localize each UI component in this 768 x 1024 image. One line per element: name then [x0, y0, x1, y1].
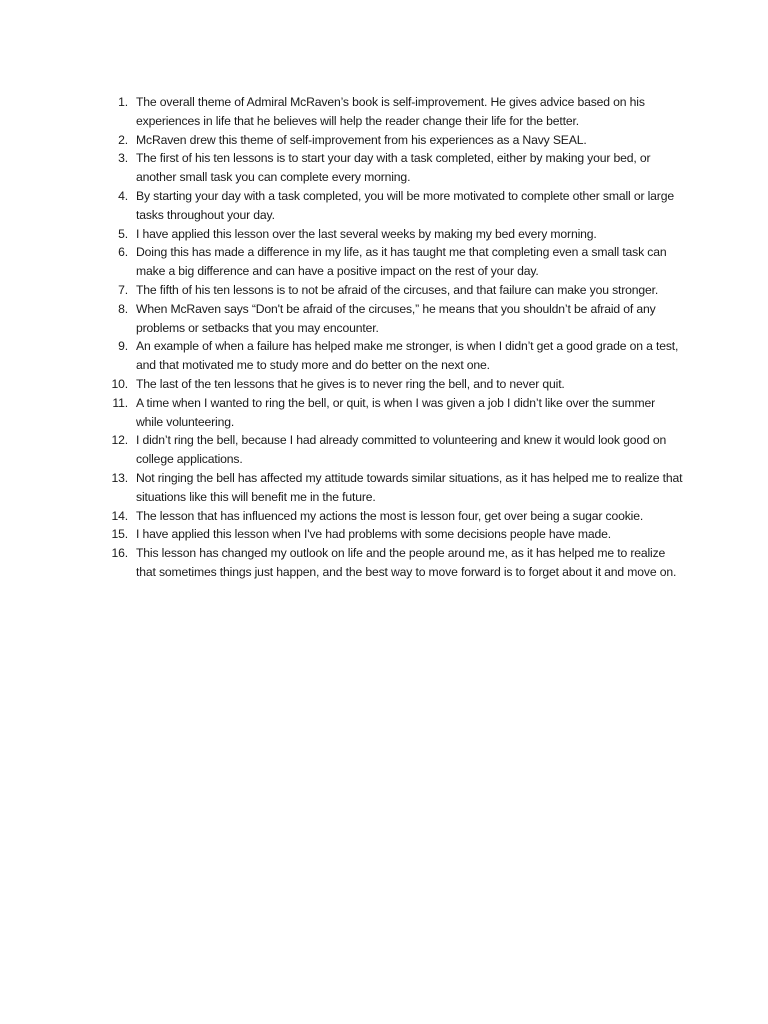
item-number: 7. [118, 282, 128, 297]
item-text: McRaven drew this theme of self-improvement from his experiences as a Navy SEAL. [136, 132, 587, 147]
item-text: The last of the ten lessons that he gives is to never ring the bell, and to never quit. [136, 376, 565, 391]
item-number: 9. [118, 339, 128, 354]
item-text: The lesson that has influenced my actions the most is lesson four, get over being a sugar cookie. [136, 508, 644, 523]
item-text: By starting your day with a task completed, you will be more motivated to complete other small or large tasks throughout your day. [136, 188, 674, 222]
item-number: 10. [111, 376, 128, 391]
list-item [104, 375, 684, 394]
list-item [104, 469, 684, 507]
list-item [104, 149, 684, 187]
numbered-list [104, 93, 684, 582]
item-number: 14. [111, 508, 128, 523]
item-number: 12. [111, 433, 128, 448]
item-number: 11. [112, 395, 128, 410]
list-item [104, 525, 684, 544]
item-text: Doing this has made a difference in my life, as it has taught me that completing even a small task can make a big difference and can have a positive impact on the rest of your day. [136, 245, 667, 279]
item-text: I have applied this lesson when I've had problems with some decisions people have made. [136, 527, 612, 542]
item-text: This lesson has changed my outlook on life and the people around me, as it has helped me to realize that sometimes things just happen, and the best way to move forward is to forget about it and move on. [136, 546, 677, 579]
item-text: The fifth of his ten lessons is to not be afraid of the circuses, and that failure can make you stronger. [136, 282, 659, 297]
list-item [104, 337, 684, 375]
item-number: 3. [118, 151, 128, 166]
item-number: 1. [118, 95, 128, 109]
item-text: The first of his ten lessons is to start your day with a task completed, either by making your bed, or another small task you can complete every morning. [136, 151, 651, 185]
list-item [104, 225, 684, 244]
list-item [104, 187, 684, 225]
item-number: 6. [118, 245, 128, 260]
list-item [104, 394, 684, 432]
list-item [104, 93, 684, 131]
item-text: A time when I wanted to ring the bell, or quit, is when I was given a job I didn’t like over the summer while volunteering. [136, 395, 656, 429]
item-text: I didn’t ring the bell, because I had already committed to volunteering and knew it would look good on college applications. [136, 433, 667, 467]
item-number: 2. [118, 132, 128, 147]
item-text: An example of when a failure has helped make me stronger, is when I didn’t get a good grade on a test, and that motivated me to study more and do better on the next one. [136, 339, 679, 373]
list-item [104, 243, 684, 281]
item-text: Not ringing the bell has affected my attitude towards similar situations, as it has helped me to realize that situations like this will benefit me in the future. [136, 470, 683, 504]
list-item [104, 300, 684, 338]
item-number: 4. [118, 188, 128, 203]
list-item [104, 431, 684, 469]
list-item [104, 544, 684, 582]
item-number: 8. [118, 301, 128, 316]
item-number: 5. [118, 226, 128, 241]
list-item [104, 131, 684, 150]
item-number: 16. [111, 546, 128, 561]
list-item [104, 507, 684, 526]
item-text: The overall theme of Admiral McRaven’s book is self-improvement. He gives advice based on his experiences in life that he believes will help the reader change their life for the better. [136, 95, 645, 128]
list-item [104, 281, 684, 300]
item-number: 13. [111, 470, 128, 485]
item-text: When McRaven says “Don't be afraid of the circuses,” he means that you shouldn’t be afraid of any problems or setbacks that you may encounter. [136, 301, 656, 335]
item-text: I have applied this lesson over the last several weeks by making my bed every morning. [136, 226, 597, 241]
item-number: 15. [111, 527, 128, 542]
